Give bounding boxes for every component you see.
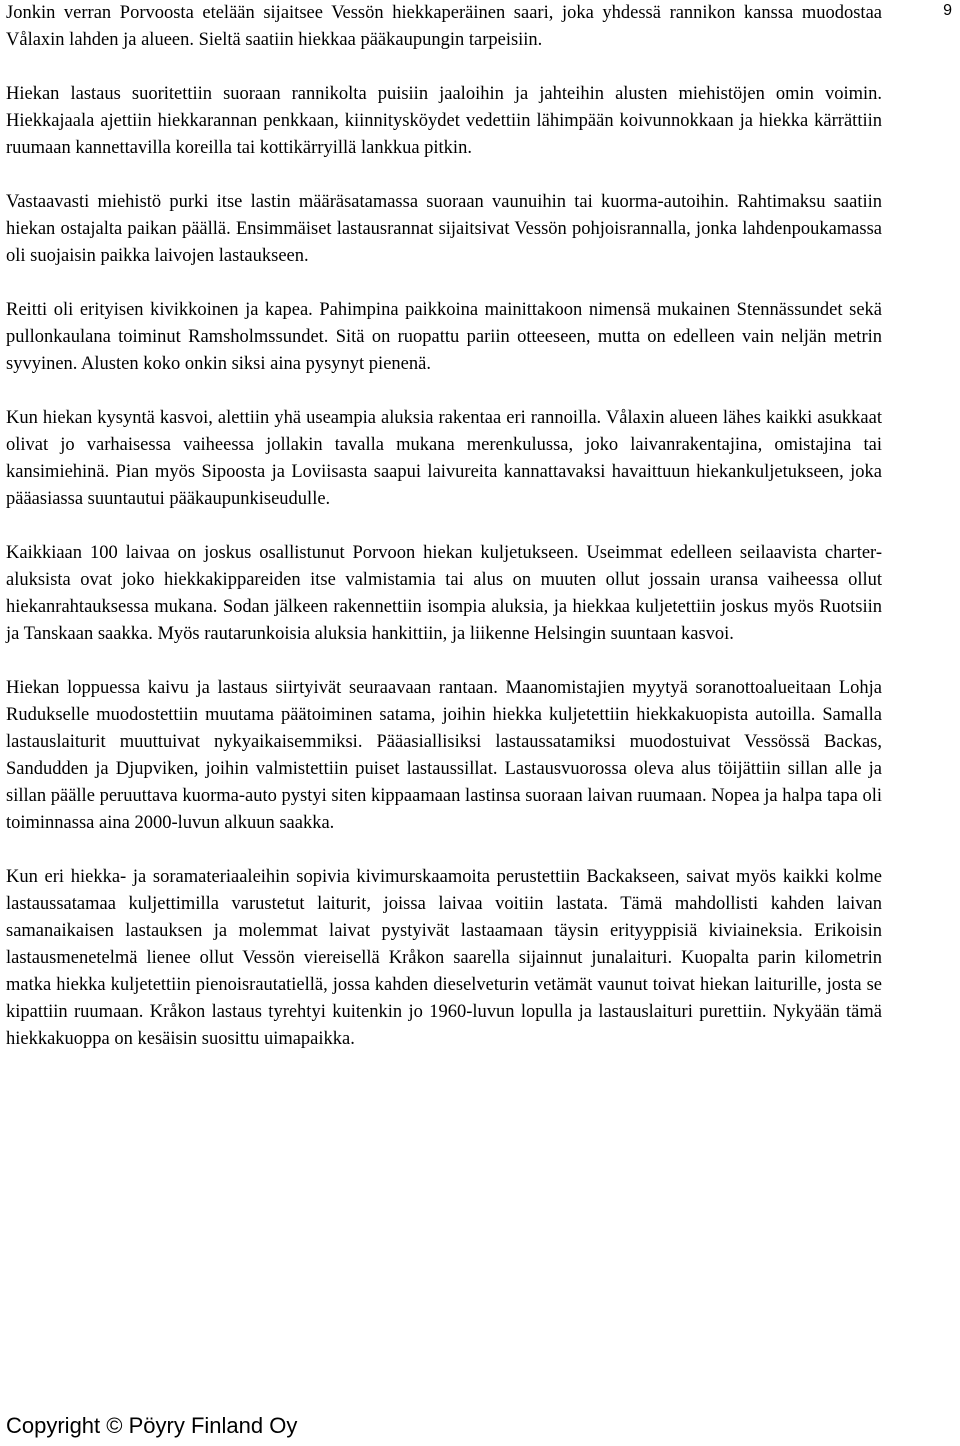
paragraph-6: Kaikkiaan 100 laivaa on joskus osallistunut Porvoon hiekan kuljetukseen. Useimmat edelleen seilaavista charter-aluksista ovat joko hiekkakippareiden itse valmistamia tai alus on muuten ollut jossain uransa vaiheessa ollut hiekanrahtauksessa mukana. Sodan jälkeen rakennettiin isompia aluksia, ja hiekkaa kuljetettiin joskus myös Ruotsiin ja Tanskaan saakka. Myös rautarunkoisia aluksia hankittiin, ja liikenne Helsingin suuntaan kasvoi. [6,543,882,644]
copyright-footer: Copyright © Pöyry Finland Oy [6,1413,298,1438]
paragraph-5: Kun hiekan kysyntä kasvoi, alettiin yhä useampia aluksia rakentaa eri rannoilla. Vålaxin alueen lähes kaikki asukkaat olivat jo varhaisessa vaiheessa jollakin tavalla mukana merenkulussa, joko laivanrakentajina, omistajina tai kansimiehinä. Pian myös Sipoosta ja Loviisasta saapui laivureita kannattavaksi havaittuun hiekankuljetukseen, joka pääasiassa suuntautui pääkaupunkiseudulle. [6,408,882,509]
paragraph-2: Hiekan lastaus suoritettiin suoraan rannikolta puisiin jaaloihin ja jahteihin alusten miehistöjen omin voimin. Hiekkajaala ajettiin hiekkarannan penkkaan, kiinnitysköydet vedettiin lähimpään koivunnokkaan ja hiekka kärrättiin ruumaan kannettavilla koreilla tai kottikärryillä lankkua pitkin. [6,84,882,158]
paragraph-8: Kun eri hiekka- ja soramateriaaleihin sopivia kivimurskaamoita perustettiin Backakseen, saivat myös kaikki kolme lastaussatamaa kuljettimilla varustetut laiturit, joissa laivaa voitiin lastata. Tämä mahdollisti kahden laivan samanaikaisen lastauksen ja molemmat laivat pystyivät lastaamaan täysin erityyppisiä kiviaineksia. Erikoisin lastausmenetelmä lienee ollut Vessön viereisellä Kråkon saarella sijainnut junalaituri. Kuopalta parin kilometrin matka hiekka kuljetettiin pienoisrautatiellä, jossa kahden dieselveturin vetämät vaunut toivat hiekan laiturille, josta se kipattiin ruumaan. Kråkon lastaus tyrehtyi kuitenkin jo 1960-luvun lopulla ja lastauslaituri purettiin. Nykyään tämä hiekkakuoppa on kesäisin suosittu uimapaikka. [6,867,882,1049]
body-text [6,0,882,1080]
paragraph-7: Hiekan loppuessa kaivu ja lastaus siirtyivät seuraavaan rantaan. Maanomistajien myytyä soranottoalueitaan Lohja Rudukselle muodostettiin muutama päätoiminen satama, joihin hiekka kuljetettiin hiekkakuopista autoilla. Samalla lastauslaiturit muuttuivat nykyaikaisemmiksi. Pääasiallisiksi lastaussatamiksi muodostuivat Vessössä Backas, Sandudden ja Djupviken, joihin valmistettiin puiset lastaussillat. Lastausvuorossa oleva alus töijättiin sillan alle ja sillan päälle peruuttava kuorma-auto pystyi siten kippaamaan lastinsa suoraan laivan ruumaan. Nopea ja halpa tapa oli toiminnassa aina 2000-luvun alkuun saakka. [6,678,882,833]
page-number: 9 [943,2,952,19]
paragraph-3: Vastaavasti miehistö purki itse lastin määräsatamassa suoraan vaunuihin tai kuorma-autoihin. Rahtimaksu saatiin hiekan ostajalta paikan päällä. Ensimmäiset lastausrannat sijaitsivat Vessön pohjoisrannalla, jonka lahdenpoukamassa oli suojaisin paikka laivojen lastaukseen. [6,192,882,266]
paragraph-1: Jonkin verran Porvoosta etelään sijaitsee Vessön hiekkaperäinen saari, joka yhdessä rannikon kanssa muodostaa Vålaxin lahden ja alueen. Sieltä saatiin hiekkaa pääkaupungin tarpeisiin. [6,3,882,50]
paragraph-4: Reitti oli erityisen kivikkoinen ja kapea. Pahimpina paikkoina mainittakoon nimensä mukainen Stennässundet sekä pullonkaulana toiminut Ramsholmssundet. Sitä on ruopattu pariin otteeseen, mutta on edelleen vain neljän metrin syvyinen. Alusten koko onkin siksi aina pysynyt pienenä. [6,300,882,374]
